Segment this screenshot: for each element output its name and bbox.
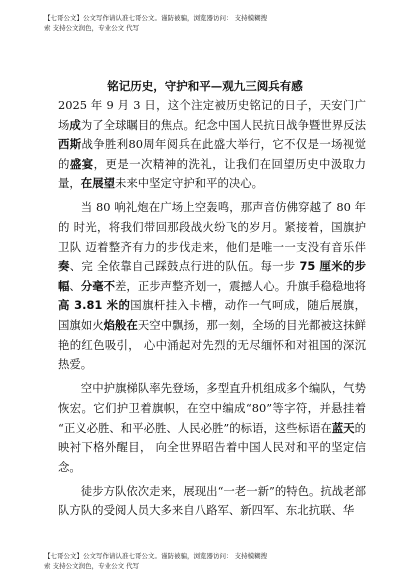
emphasized-text: 西斯	[58, 137, 82, 152]
emphasized-text: 奏	[58, 259, 70, 274]
footer-watermark-banner	[44, 551, 374, 571]
text-run: 、	[69, 278, 81, 293]
text-run: 为了全球瞩目的焦点。纪念中国人民抗日战争暨世界反法	[80, 117, 366, 132]
emphasized-text: 75 厘米的步幅	[58, 259, 366, 293]
text-run: 未来中坚定守护和平的决心。	[114, 176, 264, 191]
text-run: 2025 年 9 月 3 日，这个注定被历史铭记的日子，天安门广场	[58, 98, 366, 132]
text-run: 国旗杆挂入卡槽，动作一气呵成，随后展旗，国旗如火	[58, 298, 366, 333]
text-run: 空中护旗梯队率先登场，多型直升机组成多个编队，气势恢宏。它们护卫着旗帜，在空中编成“80”等字符，并悬挂着 “正义必胜、和平必胜、人民必胜”的标语，这些标语在	[58, 381, 366, 435]
emphasized-text: 焰般在	[103, 318, 138, 333]
article-paragraph	[58, 482, 366, 521]
text-run: 、完 全依靠自己踩鼓点行进的队伍。每一步	[69, 259, 300, 274]
text-run: 当 80 响礼炮在广场上空轰鸣，那声音仿佛穿越了 80 年的 时光，将我们带回那段战火纷飞的岁月。紧接着，国旗护卫队 迈着整齐有力的步伐走来，他们是唯一一支没有音乐伴	[58, 200, 366, 254]
emphasized-text: 蓝天	[331, 420, 355, 435]
emphasized-text: 盛宴	[69, 156, 94, 171]
article-paragraph	[58, 379, 366, 477]
emphasized-text: 在展望	[80, 176, 115, 191]
article-body	[58, 96, 366, 525]
emphasized-text: 分毫不	[80, 278, 116, 293]
article-paragraph	[58, 198, 366, 374]
header-banner-line-1: 【七哥公文】公文写作请认准七哥公文。谨防被骗，浏览器访问： 支持模糊搜	[44, 14, 268, 22]
article-paragraph	[58, 96, 366, 194]
article-title: 铭记历史，守护和平—观九三阅兵有感	[107, 79, 303, 93]
text-run: 差，正步声整齐划一，震撼人心。升旗手稳稳地将	[115, 278, 366, 293]
emphasized-text: 高 3.81 米的	[58, 298, 131, 313]
emphasized-text: 成	[69, 117, 81, 132]
text-run: 天空中飘扬，那一刻，全场的目光都被这抹鲜艳的红色吸引， 心中涌起对先烈的无尽缅怀和对祖国的深沉热爱。	[58, 318, 366, 372]
footer-banner-line-2: 索 支持公文润色，专业公文 代写	[44, 562, 140, 570]
text-run: 战争胜利80周年阅兵在此盛大举行，它不仅是一场视觉的	[58, 137, 366, 171]
header-banner-line-2: 索 支持公文润色，专业公文 代写	[44, 24, 140, 32]
text-run: 徒步方队依次走来，展现出“一老一新”的特色。抗战老部队方队的受阅人员大多来自八路军、新四军、东北抗联、华	[58, 483, 366, 518]
header-watermark-banner	[44, 13, 374, 33]
text-run: ，更是一次精神的洗礼，让我们在回望历史中汲取力量，	[58, 156, 366, 191]
footer-banner-line-1: 【七哥公文】公文写作请认准七哥公文。谨防被骗，浏览器访问： 支持模糊搜	[44, 552, 268, 560]
text-run: 的映衬下格外醒目， 向全世界昭告着中国人民对和平的坚定信 念。	[58, 420, 366, 474]
